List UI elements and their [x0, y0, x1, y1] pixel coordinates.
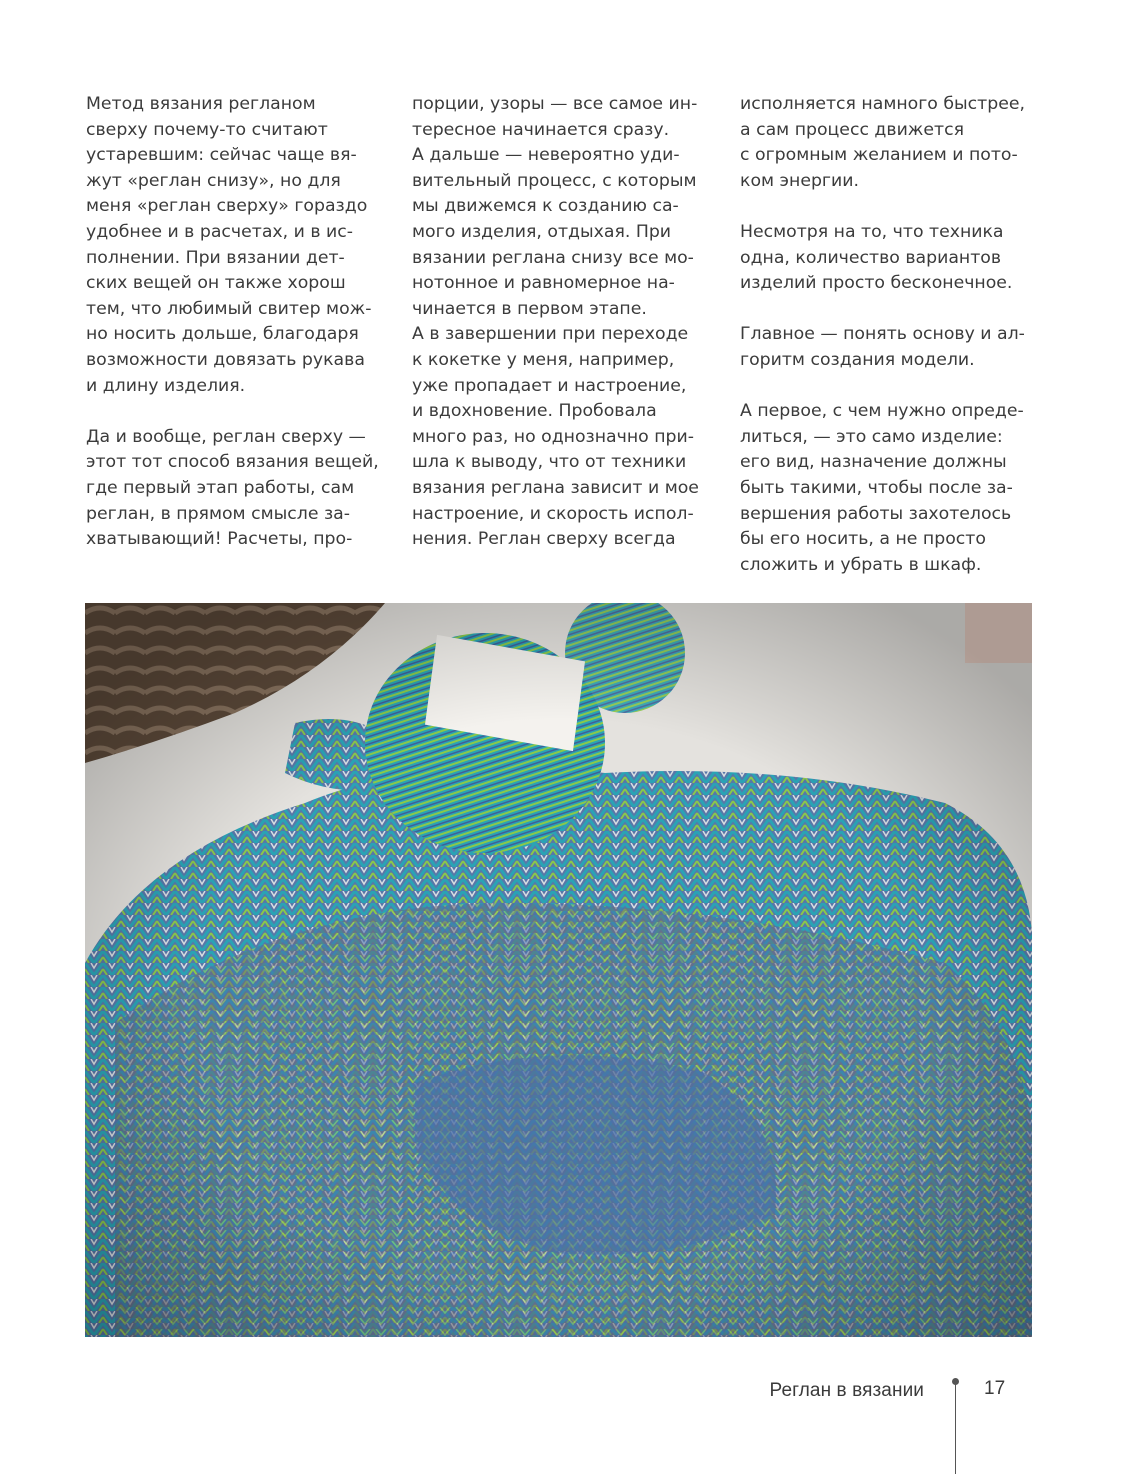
- text-column-3: [740, 92, 1040, 578]
- paragraph: Главное — понять основу и ал- горитм создания модели.: [740, 324, 1025, 370]
- paragraph: Несмотря на то, что техника одна, количество вариантов изделий просто бесконечное.: [740, 221, 1013, 294]
- footer-divider: [955, 1382, 956, 1474]
- text-columns: [86, 92, 1036, 582]
- text-column-1: [86, 92, 386, 553]
- paragraph: порции, узоры — все самое ин- тересное начинается сразу. А дальше — невероятно уди- вительный процесс, с которым мы движемся к созданию са- мого изделия, отдыхая. При вязании реглана снизу все мо- нотонное и равномерное на- чинается в первом этапе. А в завершении при переходе к кокетке у меня, например, уже пропадает и настроение, и вдохновение. Пробовала много раз, но однозначно при- шла к выводу, что от техники вязания реглана зависит и мое настроение, и скорость испол- нения. Реглан сверху всегда: [412, 94, 699, 550]
- knitted-sweater-photo: [85, 603, 1032, 1337]
- paragraph: А первое, с чем нужно опреде- литься, — это само изделие: его вид, назначение должны быть такими, чтобы после за- вершения работы захотелось бы его носить, а не просто сложить и убрать в шкаф.: [740, 401, 1024, 575]
- paragraph: Да и вообще, реглан сверху — этот тот способ вязания вещей, где первый этап работы, сам реглан, в прямом смысле за- хватывающий! Расчеты, про-: [86, 426, 379, 550]
- knitted-sweater-icon: [85, 603, 1032, 1337]
- paragraph: исполняется намного быстрее, а сам процесс движется с огромным желанием и пото- ком энергии.: [740, 94, 1025, 191]
- paragraph: Метод вязания регланом сверху почему-то считают устаревшим: сейчас чаще вя- жут «реглан снизу», но для меня «реглан сверху» гораздо удобнее и в расчетах, и в ис- полнении. При вязании дет- ских вещей он также хорош тем, что любимый свитер мож- но носить дольше, благодаря возможности довязать рукава и длину изделия.: [86, 94, 372, 396]
- page-number: 17: [984, 1378, 1006, 1399]
- text-column-2: [412, 92, 712, 553]
- running-title: Реглан в вязании: [769, 1380, 924, 1401]
